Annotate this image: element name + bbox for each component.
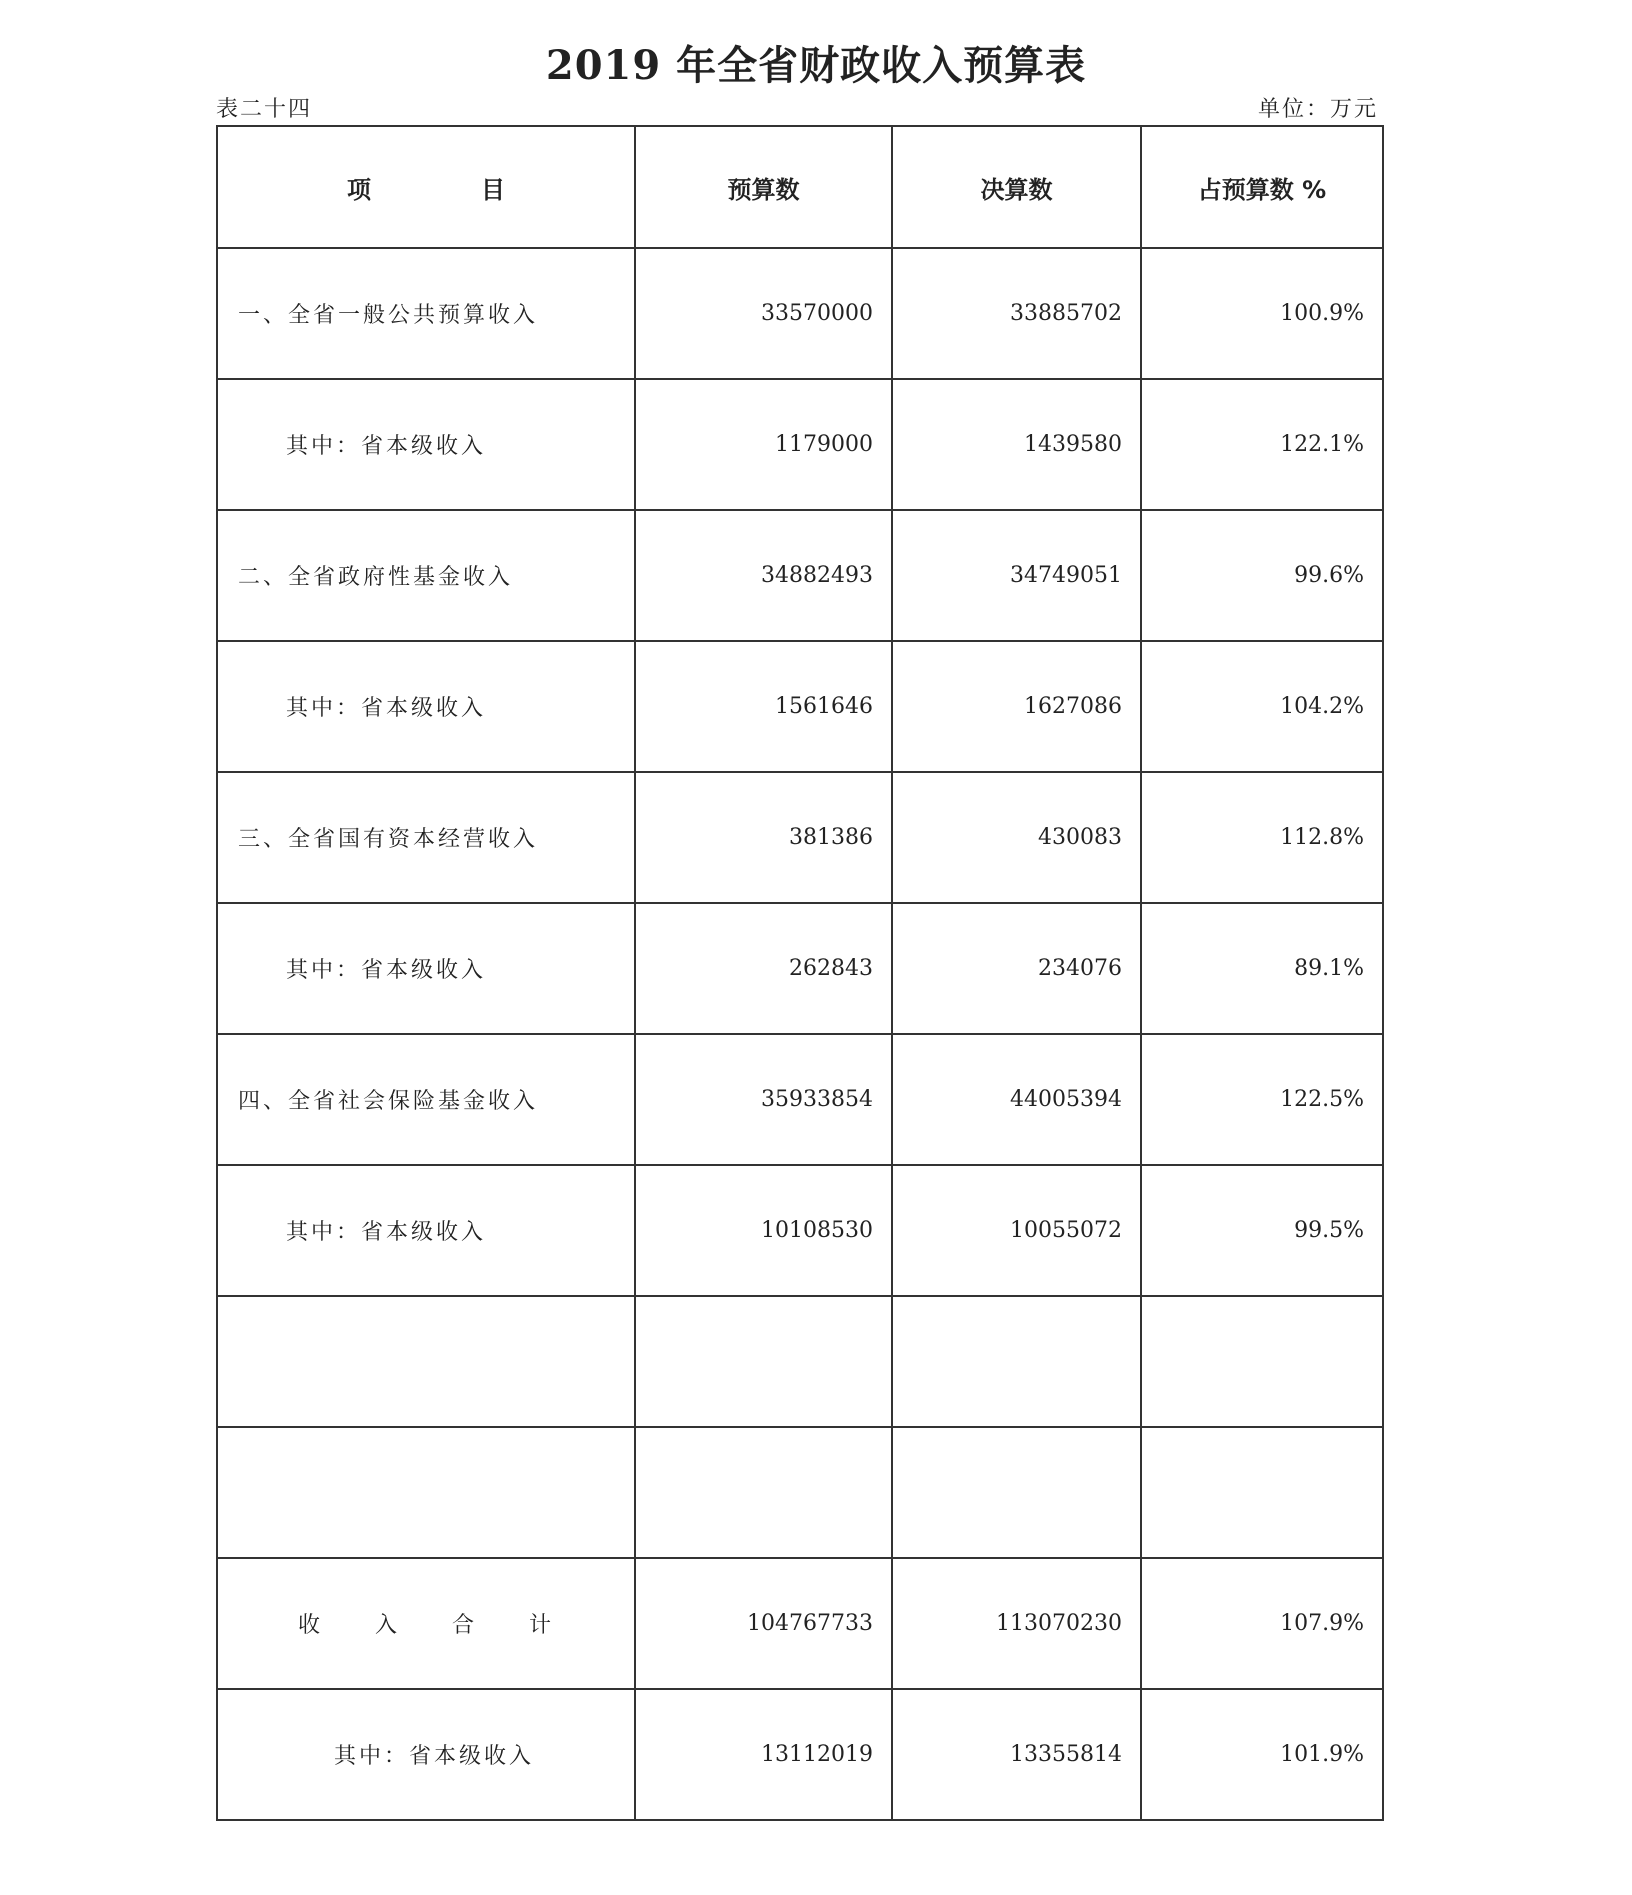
header-budget: 预算数 — [635, 126, 892, 248]
total-char: 合 — [452, 1613, 478, 1638]
row-pct: 99.6% — [1141, 510, 1383, 641]
table-header-row — [217, 126, 1383, 248]
budget-table — [216, 125, 1384, 1821]
empty-row — [217, 1427, 1383, 1558]
row-budget: 1561646 — [635, 641, 892, 772]
table-row — [217, 903, 1383, 1034]
header-pct: 占预算数 % — [1141, 126, 1383, 248]
row-item: 一、全省一般公共预算收入 — [217, 248, 635, 379]
row-item: 四、全省社会保险基金收入 — [217, 1034, 635, 1165]
row-pct: 112.8% — [1141, 772, 1383, 903]
total-sub-row — [217, 1689, 1383, 1820]
empty-cell — [217, 1427, 635, 1558]
row-final: 44005394 — [892, 1034, 1141, 1165]
table-row — [217, 641, 1383, 772]
table-row — [217, 772, 1383, 903]
row-final: 1439580 — [892, 379, 1141, 510]
table-row — [217, 379, 1383, 510]
row-final: 430083 — [892, 772, 1141, 903]
row-item: 其中：省本级收入 — [217, 903, 635, 1034]
header-item-char-2: 目 — [481, 175, 505, 204]
row-final: 33885702 — [892, 248, 1141, 379]
row-final: 234076 — [892, 903, 1141, 1034]
row-pct: 100.9% — [1141, 248, 1383, 379]
total-pct: 107.9% — [1141, 1558, 1383, 1689]
total-budget: 104767733 — [635, 1558, 892, 1689]
table-row — [217, 1165, 1383, 1296]
row-final: 34749051 — [892, 510, 1141, 641]
empty-cell — [892, 1427, 1141, 1558]
row-budget: 10108530 — [635, 1165, 892, 1296]
row-budget: 381386 — [635, 772, 892, 903]
table-row — [217, 248, 1383, 379]
total-char: 入 — [374, 1613, 400, 1638]
total-char: 收 — [297, 1613, 323, 1638]
empty-cell — [1141, 1296, 1383, 1427]
table-number: 表二十四 — [216, 97, 313, 122]
total-sub-final: 13355814 — [892, 1689, 1141, 1820]
row-item: 其中：省本级收入 — [217, 379, 635, 510]
empty-row — [217, 1296, 1383, 1427]
row-item: 二、全省政府性基金收入 — [217, 510, 635, 641]
row-final: 10055072 — [892, 1165, 1141, 1296]
total-final: 113070230 — [892, 1558, 1141, 1689]
row-pct: 99.5% — [1141, 1165, 1383, 1296]
total-row — [217, 1558, 1383, 1689]
empty-cell — [635, 1427, 892, 1558]
row-pct: 104.2% — [1141, 641, 1383, 772]
row-budget: 34882493 — [635, 510, 892, 641]
row-budget: 33570000 — [635, 248, 892, 379]
row-pct: 89.1% — [1141, 903, 1383, 1034]
table-row — [217, 1034, 1383, 1165]
header-item-char-1: 项 — [347, 175, 371, 204]
row-item: 三、全省国有资本经营收入 — [217, 772, 635, 903]
page-title: 2019 年全省财政收入预算表 — [545, 42, 1087, 89]
table-row — [217, 510, 1383, 641]
empty-cell — [1141, 1427, 1383, 1558]
row-item: 其中：省本级收入 — [217, 641, 635, 772]
unit-label: 单位：万元 — [1257, 97, 1378, 122]
total-char: 计 — [529, 1613, 555, 1638]
empty-cell — [635, 1296, 892, 1427]
total-sub-pct: 101.9% — [1141, 1689, 1383, 1820]
header-item — [217, 126, 635, 248]
row-pct: 122.1% — [1141, 379, 1383, 510]
empty-cell — [217, 1296, 635, 1427]
row-final: 1627086 — [892, 641, 1141, 772]
row-budget: 262843 — [635, 903, 892, 1034]
header-final: 决算数 — [892, 126, 1141, 248]
row-budget: 35933854 — [635, 1034, 892, 1165]
row-budget: 1179000 — [635, 379, 892, 510]
row-pct: 122.5% — [1141, 1034, 1383, 1165]
empty-cell — [892, 1296, 1141, 1427]
total-sub-item: 其中：省本级收入 — [217, 1689, 635, 1820]
row-item: 其中：省本级收入 — [217, 1165, 635, 1296]
total-sub-budget: 13112019 — [635, 1689, 892, 1820]
total-item — [217, 1558, 635, 1689]
